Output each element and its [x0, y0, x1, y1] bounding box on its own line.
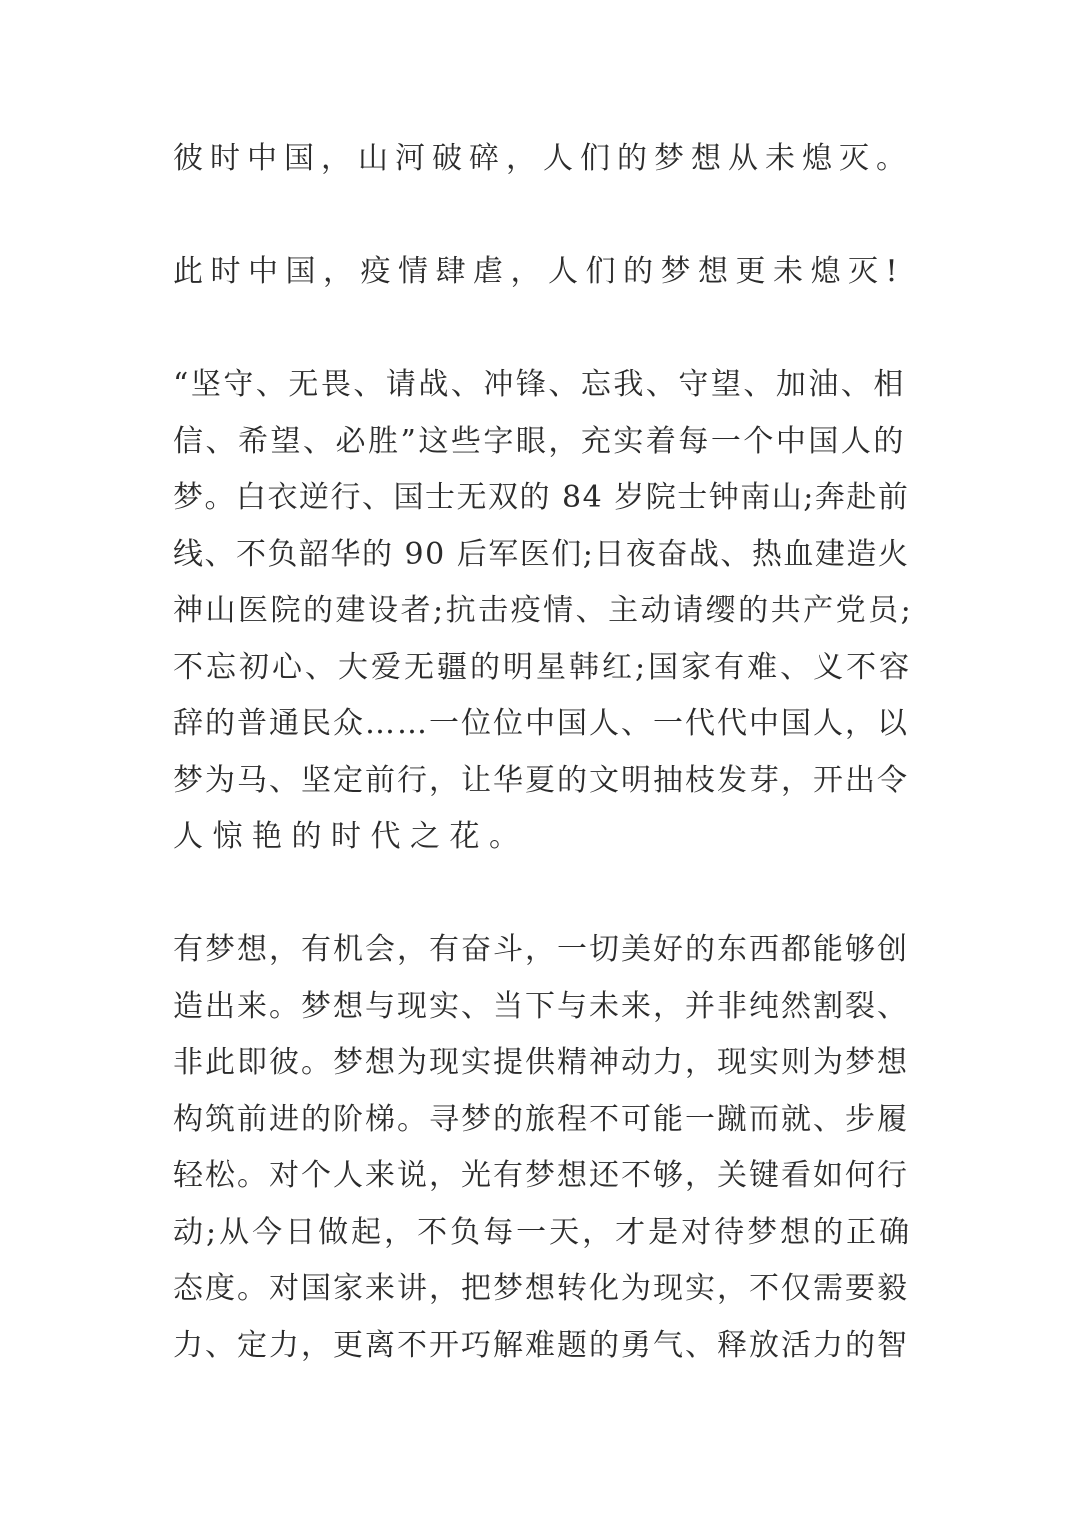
text-line: 神山医院的建设者;抗击疫情、主动请缨的共产党员;: [173, 593, 914, 628]
text-line: “坚守、无畏、请战、冲锋、忘我、守望、加油、相: [173, 367, 906, 402]
text-line: 梦。白衣逆行、国士无双的 84 岁院士钟南山;奔赴前: [173, 480, 910, 515]
text-line: 有梦想，有机会，有奋斗，一切美好的东西都能够创: [173, 932, 909, 967]
text-line: 梦为马、坚定前行，让华夏的文明抽枝发芽，开出令: [173, 762, 909, 798]
paragraph-3: [173, 357, 913, 866]
text-line: 人惊艳的时代之花。: [173, 819, 529, 854]
text-line: 态度。对国家来讲，把梦想转化为现实，不仅需要毅: [173, 1271, 909, 1306]
text-line: 此时中国，疫情肆虐，人们的梦想更未熄灭!: [173, 254, 906, 289]
text-line: 力、定力，更离不开巧解难题的勇气、释放活力的智: [173, 1327, 909, 1363]
text-line: 信、希望、必胜”这些字眼，充实着每一个中国人的: [173, 423, 906, 459]
text-line: 造出来。梦想与现实、当下与未来，并非纯然割裂、: [173, 988, 909, 1024]
paragraph-1: [173, 131, 913, 188]
paragraph-4: [173, 922, 913, 1374]
text-line: 不忘初心、大爱无疆的明星韩红;国家有难、义不容: [173, 649, 913, 685]
text-line: 非此即彼。梦想为现实提供精神动力，现实则为梦想: [173, 1045, 909, 1080]
text-line: 轻松。对个人来说，光有梦想还不够，关键看如何行: [173, 1158, 909, 1193]
text-line: 辞的普通民众……一位位中国人、一代代中国人，以: [173, 706, 909, 741]
paragraph-2: [173, 244, 913, 301]
text-line: 线、不负韶华的 90 后军医们;日夜奋战、热血建造火: [173, 536, 910, 572]
text-line: 动;从今日做起，不负每一天，才是对待梦想的正确: [173, 1214, 913, 1250]
text-line: 构筑前进的阶梯。寻梦的旅程不可能一蹴而就、步履: [173, 1101, 909, 1137]
text-line: 彼时中国，山河破碎，人们的梦想从未熄灭。: [173, 141, 913, 176]
